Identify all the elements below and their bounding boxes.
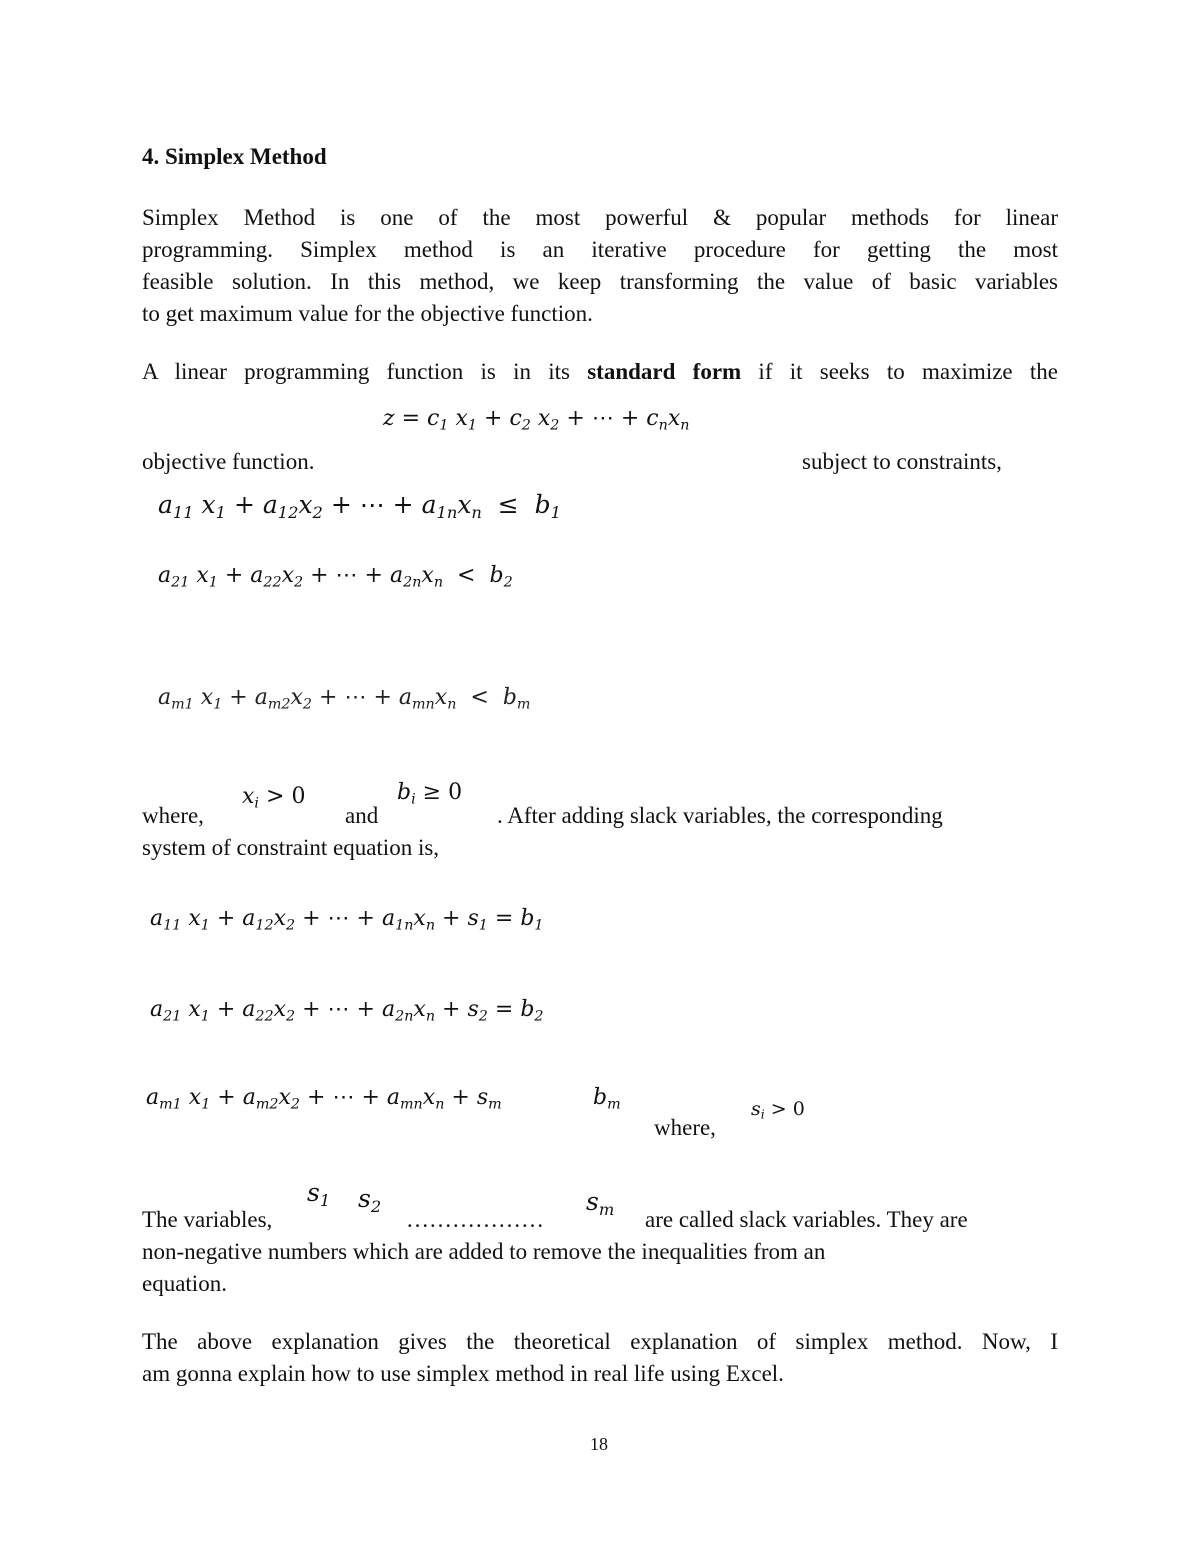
slack-intro-line: system of constraint equation is, [142,835,440,860]
slack-para-prefix: The variables, [142,1207,273,1232]
page-number: 18 [590,1434,608,1454]
objective-formula [383,406,690,434]
objective-term-n: $c_nx_n$ [646,406,690,434]
text-line: feasible solution. In this method, we keep transforming the value of basic variables [142,269,1058,294]
equals-sign: = [401,406,421,431]
slack-var-sm: $s_m$ [586,1187,615,1219]
inequality-row: $a_{11}$ $x_1 + a_{12}x_2$ + ⋯ + $a_{1n}x_n \le b_1$ [158,490,561,522]
x-nonneg-condition: $x_i > 0$ [242,784,306,812]
plus-sign: + [484,406,503,431]
intro-paragraph [142,202,1058,330]
inequality-row: $a_{21}$ $x_1 + a_{22}x_2$ + ⋯ + $a_{2n}x_n < b_2$ [158,563,513,591]
standard-form-sentence [142,356,1058,388]
plus-sign: + [566,406,585,431]
equation-rhs: $b_m$ [593,1085,621,1113]
slack-var-s2: $s_2$ [358,1184,382,1216]
text-line: Simplex Method is one of the most powerful & popular methods for linear [142,205,1058,230]
equation-row: $a_{21}$ $x_1 + a_{22}x_2$ + ⋯ + $a_{2n}x_n + s_2 = b_2$ [150,997,544,1025]
where-label: where, [142,803,204,828]
slack-nonneg-condition: $s_i > 0$ [751,1098,805,1122]
where-label: where, [654,1115,716,1140]
and-label: and [345,803,379,828]
text-line: to get maximum value for the objective function. [142,301,593,326]
objective-term-2: $c_2$ $x_2$ [509,406,560,434]
inequality-row: $a_{m1}$ $x_1 + a_{m2}x_2$ + ⋯ + $a_{mn}x_n < b_m$ [158,685,531,713]
closing-paragraph [142,1326,1058,1390]
objective-lhs: z [383,406,395,431]
constraints-label: subject to constraints, [802,449,1002,474]
text-line: The above explanation gives the theoretical explanation of simplex method. Now, I [142,1329,1058,1354]
standard-form-term: standard form [587,359,742,384]
text-line: am gonna explain how to use simplex method in real life using Excel. [142,1361,784,1386]
text-line: programming. Simplex method is an iterative procedure for getting the most [142,237,1058,262]
equation-row: $a_{11}$ $x_1 + a_{12}x_2$ + ⋯ + $a_{1n}x_n + s_1 = b_1$ [150,906,544,934]
slack-dots: ……………… [406,1207,544,1232]
objective-term-1: $c_1$ $x_1$ [427,406,477,434]
objective-label: objective function. [142,449,315,474]
b-nonneg-condition: $b_i \ge 0$ [397,780,463,808]
sentence-suffix: if it seeks to maximize the [741,359,1058,384]
slack-intro-line: . After adding slack variables, the corresponding [497,803,943,828]
slack-para-line: equation. [142,1271,227,1296]
slack-para-suffix: are called slack variables. They are [645,1207,968,1232]
slack-var-s1: $s_1$ [307,1178,331,1210]
slack-para-line: non-negative numbers which are added to remove the inequalities from an [142,1239,826,1264]
plus-sign: + [620,406,640,431]
sentence-prefix: A linear programming function is in its [142,359,588,384]
section-heading: 4. Simplex Method [142,144,327,169]
equation-row: $a_{m1}$ $x_1 + a_{m2}x_2$ + ⋯ + $a_{mn}x_n + s_m$ [146,1085,502,1113]
ellipsis: ⋯ [591,406,614,431]
